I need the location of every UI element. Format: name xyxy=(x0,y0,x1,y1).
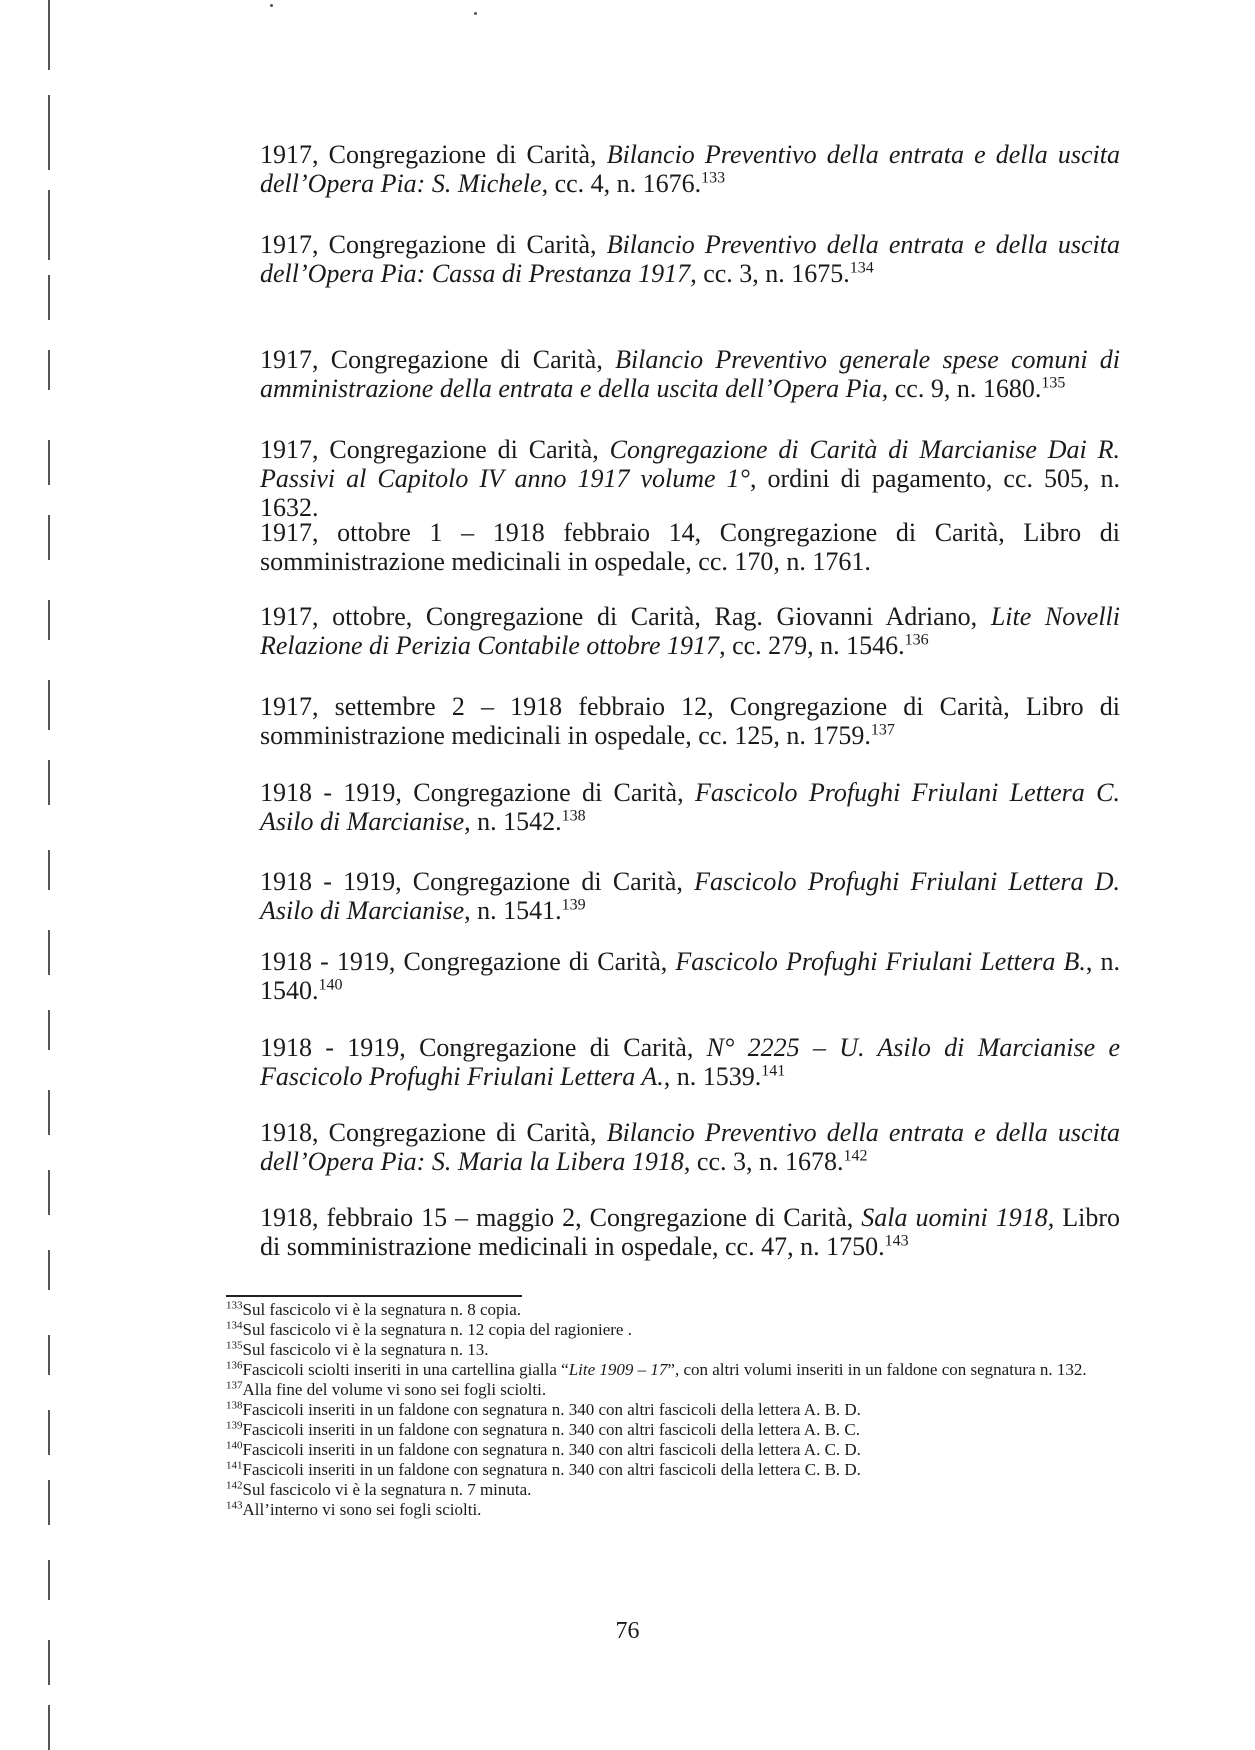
footnote-reference: 139 xyxy=(561,896,586,914)
text-run: 1917, settembre 2 – 1918 febbraio 12, Congregazione di Carità, Libro di somministrazione medicinali in ospedale, cc. 125, n. 1759. xyxy=(260,692,1120,750)
footnote xyxy=(226,1420,1116,1440)
footnote-number: 133 xyxy=(226,1299,243,1312)
text-run: Fascicoli inseriti in un faldone con segnatura n. 340 con altri fascicoli della lettera A. B. D. xyxy=(242,1400,861,1419)
italic-title: Bilancio Preventivo generale spese comuni di amministrazione della entrata e della uscita dell’Opera Pia xyxy=(260,345,1120,403)
italic-title: Fascicolo Profughi Friulani Lettera B. xyxy=(675,947,1086,976)
footnote-reference: 136 xyxy=(904,631,929,649)
text-run: 1917, Congregazione di Carità, xyxy=(260,345,616,374)
text-run: 1918, Congregazione di Carità, xyxy=(260,1118,607,1147)
text-run: 1918, febbraio 15 – maggio 2, Congregazione di Carità, xyxy=(260,1203,862,1232)
italic-title: Congregazione di Carità di Marcianise Dai R. Passivi al Capitolo IV anno 1917 volume 1° xyxy=(260,435,1120,493)
text-run: 1917, Congregazione di Carità, xyxy=(260,435,610,464)
text-run: 1917, Congregazione di Carità, xyxy=(260,230,607,259)
footnote xyxy=(226,1340,1116,1360)
italic-title: Fascicolo Profughi Friulani Lettera C. Asilo di Marcianise xyxy=(260,778,1120,836)
italic-title: Lite 1909 – 17 xyxy=(568,1360,668,1379)
text-run: , n. 1539. xyxy=(663,1062,762,1091)
text-run: , cc. 4, n. 1676. xyxy=(541,169,702,198)
text-run: , n. 1541. xyxy=(464,896,562,925)
text-run: ”, con altri volumi inseriti in un faldone con segnatura n. 132. xyxy=(667,1360,1087,1379)
footnote-reference: 142 xyxy=(843,1147,868,1165)
footnote-number: 141 xyxy=(226,1459,243,1472)
text-run: Sul fascicolo vi è la segnatura n. 13. xyxy=(242,1340,489,1359)
text-run: 1918 - 1919, Congregazione di Carità, xyxy=(260,947,676,976)
scan-speck xyxy=(474,12,477,15)
text-run: , cc. 3, n. 1675. xyxy=(690,259,850,288)
footnote xyxy=(226,1400,1116,1420)
catalog-entry xyxy=(260,140,1120,198)
italic-title: Lite Novelli Relazione di Perizia Contabile ottobre 1917 xyxy=(260,602,1120,660)
text-run: 1918 - 1919, Congregazione di Carità, xyxy=(260,867,695,896)
footnote xyxy=(226,1380,1116,1400)
footnote-number: 135 xyxy=(226,1339,243,1352)
footnote-number: 136 xyxy=(226,1359,243,1372)
footnote-reference: 143 xyxy=(884,1232,909,1250)
text-run: , cc. 3, n. 1678. xyxy=(683,1147,844,1176)
footnote-reference: 140 xyxy=(318,976,343,994)
text-run: Sul fascicolo vi è la segnatura n. 7 minuta. xyxy=(242,1480,532,1499)
italic-title: Bilancio Preventivo della entrata e della uscita dell’Opera Pia: S. Michele xyxy=(260,140,1120,198)
footnote-reference: 135 xyxy=(1041,374,1066,392)
footnote-number: 137 xyxy=(226,1379,243,1392)
text-run: Sul fascicolo vi è la segnatura n. 8 copia. xyxy=(242,1300,522,1319)
footnote-reference: 141 xyxy=(761,1062,786,1080)
text-run: 1917, ottobre, Congregazione di Carità, Rag. Giovanni Adriano, xyxy=(260,602,991,631)
footnote-number: 139 xyxy=(226,1419,243,1432)
text-run: Fascicoli inseriti in un faldone con segnatura n. 340 con altri fascicoli della lettera A. B. C. xyxy=(242,1420,860,1439)
footnote-reference: 133 xyxy=(701,169,726,187)
text-run: Libro di somministrazione medicinali in ospedale, cc. 47, n. 1750. xyxy=(260,1203,1120,1261)
catalog-entry xyxy=(260,602,1120,660)
italic-title: Bilancio Preventivo della entrata e della uscita dell’Opera Pia: S. Maria la Libera 1918 xyxy=(260,1118,1120,1176)
text-run: , n. 1542. xyxy=(464,807,562,836)
footnote-separator xyxy=(226,1295,522,1297)
catalog-entry xyxy=(260,345,1120,403)
text-run: All’interno vi sono sei fogli sciolti. xyxy=(242,1500,482,1519)
footnote-reference: 134 xyxy=(849,259,874,277)
footnote-number: 142 xyxy=(226,1479,243,1492)
text-run: Sul fascicolo vi è la segnatura n. 12 copia del ragioniere . xyxy=(242,1320,632,1339)
text-run: Fascicoli inseriti in un faldone con segnatura n. 340 con altri fascicoli della lettera C. B. D. xyxy=(242,1460,861,1479)
footnote xyxy=(226,1360,1116,1380)
text-run: 1918 - 1919, Congregazione di Carità, xyxy=(260,778,695,807)
footnotes xyxy=(226,1300,1116,1520)
italic-title: Sala uomini 1918, xyxy=(861,1203,1055,1232)
scan-speck xyxy=(270,4,273,7)
catalog-entry xyxy=(260,867,1120,925)
footnote xyxy=(226,1460,1116,1480)
catalog-entry xyxy=(260,778,1120,836)
footnote-number: 140 xyxy=(226,1439,243,1452)
catalog-entry xyxy=(260,1118,1120,1176)
catalog-entry xyxy=(260,230,1120,288)
text-run: , ordini di pagamento, cc. 505, n. 1632. xyxy=(260,464,1121,522)
footnote-reference: 137 xyxy=(870,721,895,739)
catalog-entry xyxy=(260,435,1120,522)
catalog-entry xyxy=(260,518,1120,576)
catalog-entry xyxy=(260,1033,1120,1091)
binding-edge-marks xyxy=(48,0,52,1750)
catalog-entry xyxy=(260,692,1120,750)
text-run: Alla fine del volume vi sono sei fogli sciolti. xyxy=(242,1380,547,1399)
text-run: , cc. 279, n. 1546. xyxy=(719,631,905,660)
footnote xyxy=(226,1440,1116,1460)
italic-title: Fascicolo Profughi Friulani Lettera D. Asilo di Marcianise xyxy=(260,867,1120,925)
italic-title: Bilancio Preventivo della entrata e della uscita dell’Opera Pia: Cassa di Prestanza 1917 xyxy=(260,230,1120,288)
catalog-entry xyxy=(260,947,1120,1005)
text-run: Fascicoli sciolti inseriti in una cartellina gialla “ xyxy=(242,1360,569,1379)
footnote-reference: 138 xyxy=(561,807,586,825)
text-run: 1917, ottobre 1 – 1918 febbraio 14, Congregazione di Carità, Libro di somministrazione medicinali in ospedale, cc. 170, n. 1761. xyxy=(260,518,1120,576)
text-run: , n. 1540. xyxy=(260,947,1120,1005)
catalog-entry xyxy=(260,1203,1120,1261)
text-run: 1918 - 1919, Congregazione di Carità, xyxy=(260,1033,707,1062)
footnote xyxy=(226,1300,1116,1320)
text-run: Fascicoli inseriti in un faldone con segnatura n. 340 con altri fascicoli della lettera A. C. D. xyxy=(242,1440,861,1459)
footnote-number: 134 xyxy=(226,1319,243,1332)
page-number: 76 xyxy=(615,1618,640,1644)
text-run: , cc. 9, n. 1680. xyxy=(881,374,1042,403)
italic-title: N° 2225 – U. Asilo di Marcianise e Fascicolo Profughi Friulani Lettera A. xyxy=(260,1033,1120,1091)
footnote xyxy=(226,1500,1116,1520)
text-run: 1917, Congregazione di Carità, xyxy=(260,140,607,169)
footnote-number: 138 xyxy=(226,1399,243,1412)
footnote-number: 143 xyxy=(226,1499,243,1512)
footnote xyxy=(226,1480,1116,1500)
footnote xyxy=(226,1320,1116,1340)
